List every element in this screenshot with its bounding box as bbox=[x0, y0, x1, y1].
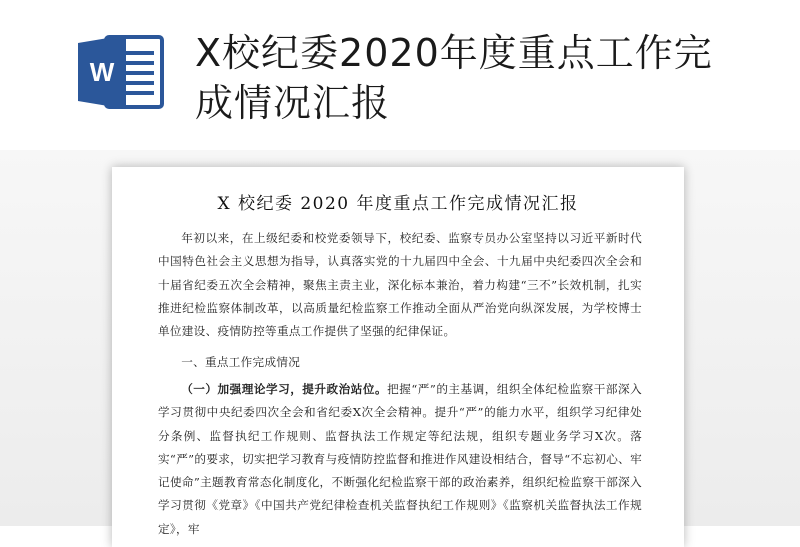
document-page bbox=[112, 167, 684, 547]
item-heading: （一）加强理论学习，提升政治站位。 bbox=[181, 382, 388, 396]
word-document-icon bbox=[76, 33, 164, 111]
item-body: 把握“严”的主基调，组织全体纪检监察干部深入学习贯彻中央纪委四次全会和省纪委X次全会精神。提升“严”的能力水平，组织学习纪律处分条例、监督执纪工作规则、监督执法工作规定等纪法规，组织专题业务学习X次。落实“严”的要求，切实把学习教育与疫情防控监督和推进作风建设相结合，督导“不忘初心、牢记使命”主题教育常态化制度化，不断强化纪检监察干部的政治素养，组织纪检监察干部深入学习贯彻《党章》《中国共产党纪律检查机关监督执纪工作规则》《监察机关监督执法工作规定》，牢 bbox=[158, 382, 642, 536]
item-paragraph bbox=[158, 378, 642, 541]
banner bbox=[0, 0, 800, 150]
document-title: X 校纪委 2020 年度重点工作完成情况汇报 bbox=[217, 194, 579, 214]
intro-paragraph: 年初以来，在上级纪委和校党委领导下，校纪委、监察专员办公室坚持以习近平新时代中国特色社会主义思想为指导，认真落实党的十九届四中全会、十九届中央纪委四次全会和十届省纪委五次全会精神，聚焦主责主业，深化标本兼治，着力构建“三不”长效机制，扎实推进纪检监察体制改革，以高质量纪检监察工作推动全面从严治党向纵深发展，为学校博士单位建设、疫情防控等重点工作提供了坚强的纪律保证。 bbox=[158, 231, 642, 339]
svg-text:W: W bbox=[89, 57, 115, 87]
banner-title: X校纪委2020年度重点工作完成情况汇报 bbox=[195, 31, 713, 125]
section-heading: 一、重点工作完成情况 bbox=[181, 355, 301, 369]
